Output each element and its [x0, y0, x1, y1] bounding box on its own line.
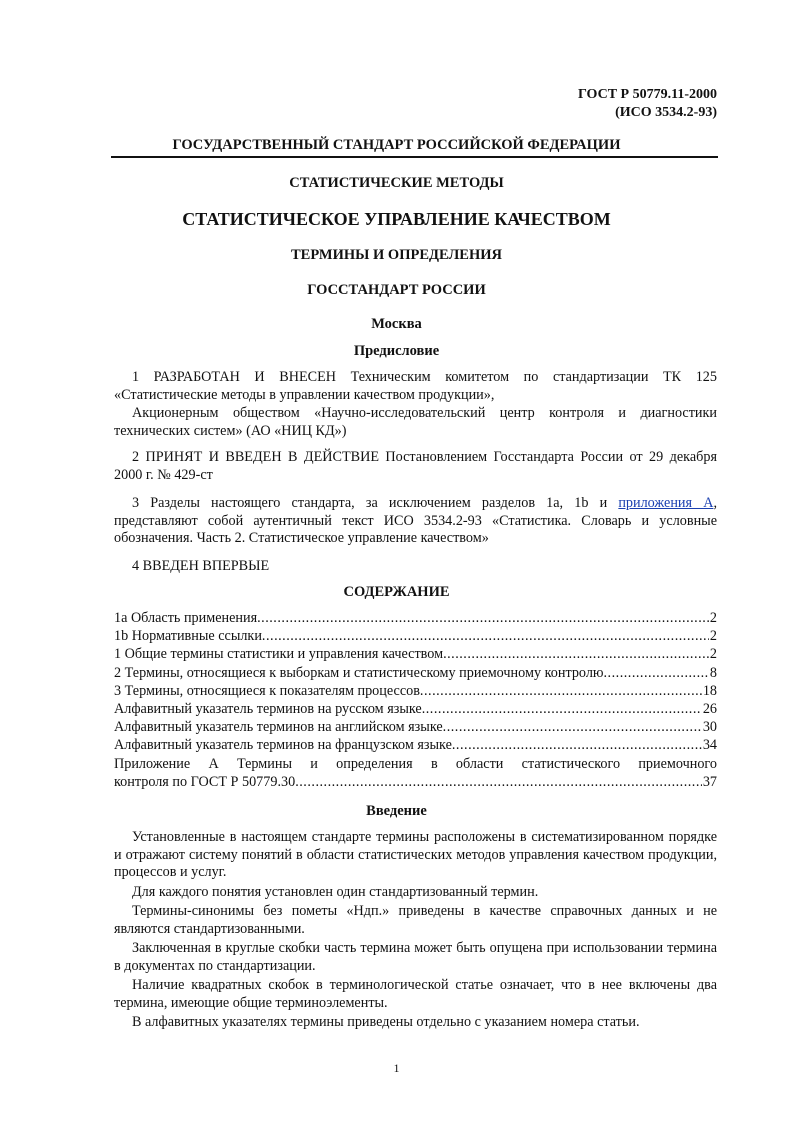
- toc-entry-title: 3 Термины, относящиеся к показателям процессов: [114, 682, 420, 699]
- appendix-a-link[interactable]: приложения А: [618, 495, 714, 511]
- city: Москва: [371, 316, 422, 332]
- org-title: ГОСУДАРСТВЕННЫЙ СТАНДАРТ РОССИЙСКОЙ ФЕДЕРАЦИИ: [172, 137, 621, 153]
- preface-item-1-part1: 1 РАЗРАБОТАН И ВНЕСЕН Техническим комитетом по стандартизации ТК 125 «Статистические методы в управлении качеством продукции»,: [114, 369, 717, 403]
- preface-heading: Предисловие: [353, 343, 440, 359]
- toc-entry-page: 8: [709, 664, 717, 681]
- toc-entry-page: 34: [702, 737, 717, 754]
- document-title: СТАТИСТИЧЕСКОЕ УПРАВЛЕНИЕ КАЧЕСТВОМ: [182, 209, 611, 229]
- toc-entry-title: Алфавитный указатель терминов на русском языке: [114, 701, 422, 718]
- preface-item-1-part2: Акционерным обществом «Научно-исследовательский центр контроля и диагностики технических систем» (АО «НИЦ КД»): [114, 405, 717, 439]
- toc-heading: СОДЕРЖАНИЕ: [343, 584, 450, 600]
- preface-item-2: 2 ПРИНЯТ И ВВЕДЕН В ДЕЙСТВИЕ Постановлением Госстандарта России от 29 декабря 2000 г. № 429-ст: [114, 449, 717, 483]
- toc-entry-title: 2 Термины, относящиеся к выборкам и статистическому приемочному контролю: [114, 664, 604, 681]
- toc-entry-title: 1а Область применения: [114, 610, 258, 626]
- toc-entry[interactable]: [114, 664, 717, 682]
- table-of-contents: [114, 609, 717, 791]
- toc-entry-page: 37: [702, 773, 717, 790]
- toc-entry-page: 26: [702, 701, 717, 718]
- intro-paragraph: Для каждого понятия установлен один стандартизованный термин.: [132, 884, 539, 900]
- toc-entry[interactable]: [114, 645, 717, 663]
- intro-paragraph: Установленные в настоящем стандарте термины расположены в систематизированном порядке и отражают систему понятий в области статистических методов управления качеством продукции, процессов и услуг.: [114, 829, 717, 881]
- toc-entry-page: 18: [702, 682, 717, 699]
- toc-entry-title: Алфавитный указатель терминов на французском языке: [114, 737, 452, 754]
- series-title: СТАТИСТИЧЕСКИЕ МЕТОДЫ: [289, 175, 504, 191]
- toc-entry-title: 1 Общие термины статистики и управления качеством: [114, 646, 444, 663]
- toc-entry[interactable]: [114, 609, 717, 627]
- intro-paragraph: Заключенная в круглые скобки часть термина может быть опущена при использовании термина в документах по стандартизации.: [114, 940, 717, 974]
- toc-entry[interactable]: [114, 627, 717, 645]
- toc-entry-title: Алфавитный указатель терминов на английском языке: [114, 719, 443, 736]
- toc-entry-page: 2: [709, 610, 717, 626]
- toc-entry-title: 1b Нормативные ссылки: [114, 628, 262, 645]
- toc-entry-page: 2: [709, 628, 717, 645]
- standard-code-gost: ГОСТ Р 50779.11-2000: [577, 87, 717, 102]
- preface-item-3-text-a: 3 Разделы настоящего стандарта, за исключением разделов 1а, 1b и: [132, 495, 619, 511]
- toc-entry[interactable]: [114, 736, 717, 754]
- toc-entry-page: 30: [702, 719, 717, 736]
- publisher: ГОССТАНДАРТ РОССИИ: [307, 282, 486, 298]
- toc-entry[interactable]: [114, 718, 717, 736]
- intro-heading: Введение: [366, 803, 427, 819]
- toc-entry-title: контроля по ГОСТ Р 50779.30: [114, 773, 296, 790]
- toc-entry[interactable]: [114, 682, 717, 700]
- document-subtitle: ТЕРМИНЫ И ОПРЕДЕЛЕНИЯ: [291, 247, 502, 263]
- standard-code-iso: (ИСО 3534.2-93): [615, 105, 717, 120]
- standard-code: [578, 86, 717, 122]
- intro-paragraph: В алфавитных указателях термины приведены отдельно с указанием номера статьи.: [132, 1014, 640, 1030]
- toc-entry-appendix-line2[interactable]: [114, 773, 717, 791]
- toc-entry-page: 2: [709, 646, 717, 663]
- intro-paragraph: Наличие квадратных скобок в терминологической статье означает, что в нее включены два термина, имеющие общие терминоэлементы.: [114, 977, 717, 1011]
- page-number: 1: [393, 1061, 400, 1075]
- preface-item-3: [114, 495, 717, 548]
- header-rule: [111, 156, 718, 158]
- preface-item-4: 4 ВВЕДЕН ВПЕРВЫЕ: [132, 558, 270, 574]
- intro-paragraph: Термины-синонимы без пометы «Ндп.» приведены в качестве справочных данных и не являются стандартизованными.: [114, 903, 717, 937]
- toc-entry-appendix-line1[interactable]: Приложение А Термины и определения в области статистического приемочного: [114, 755, 717, 772]
- preface-item-3-text-b: , представляют собой аутентичный текст ИСО 3534.2-93 «Статистика. Словарь и условные обозначения. Часть 2. Статистическое управление качеством»: [114, 495, 717, 547]
- toc-entry[interactable]: [114, 700, 717, 718]
